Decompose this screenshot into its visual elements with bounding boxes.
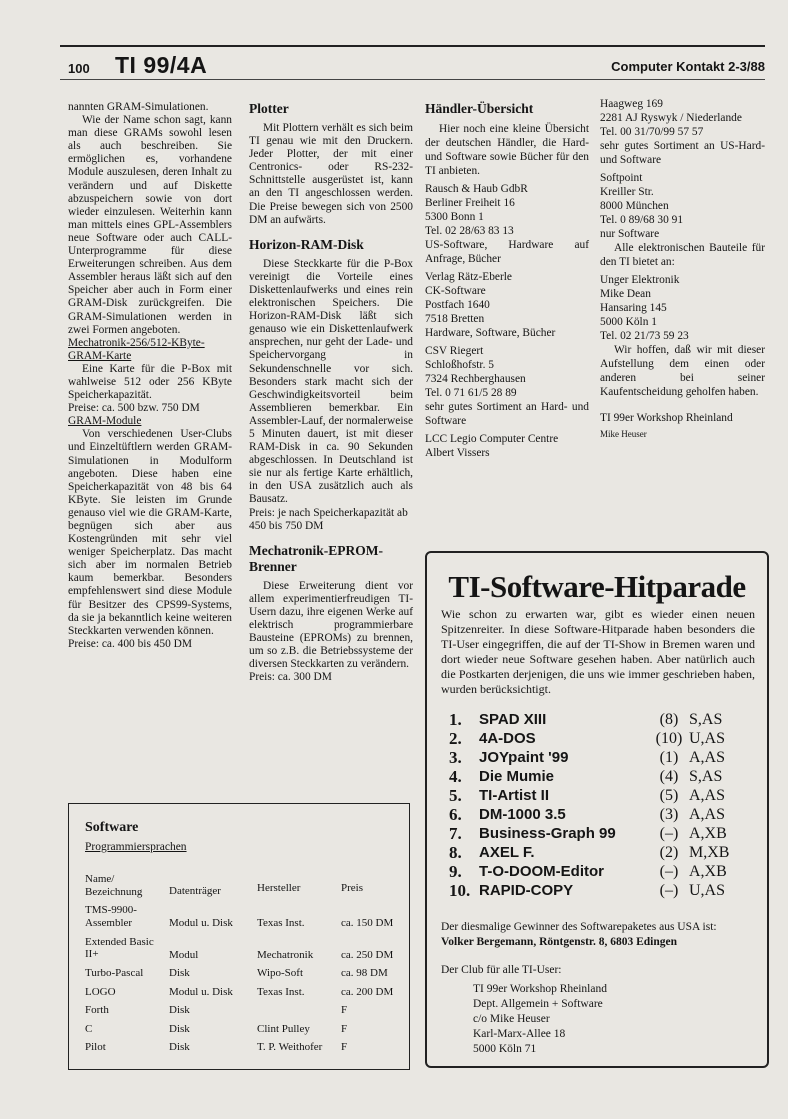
section-heading: Mechatronik-EPROM-Brenner	[249, 542, 383, 574]
rank-number: 5.	[449, 786, 462, 805]
price-line: Preise: ca. 400 bis 450 DM	[68, 637, 193, 650]
cell-vendor: Texas Inst.	[257, 917, 305, 929]
dealer-note: sehr gutes Sortiment an US-Hard- und Software	[600, 140, 765, 166]
cell-price: F	[341, 1041, 348, 1053]
program-code: A,AS	[689, 806, 726, 823]
cell-medium: Disk	[169, 967, 190, 979]
cell-price: F	[341, 1022, 348, 1035]
address-line: Tel. 0 71 61/5 28 89	[425, 387, 517, 399]
price-line: Preise: ca. 500 bzw. 750 DM	[68, 402, 200, 415]
magazine-title: TI 99/4A	[115, 52, 208, 78]
column-4	[600, 97, 765, 441]
list-item	[449, 881, 749, 900]
program-name: RAPID-COPY	[479, 882, 574, 899]
club-text: Der Club für alle TI-User:	[441, 964, 562, 976]
rank-number: 9.	[449, 862, 462, 881]
page-number: 100	[68, 61, 90, 76]
subheading: Mechatronik-256/512-KByte-GRAM-Karte	[68, 336, 205, 362]
list-item	[449, 767, 749, 786]
address-line: Tel. 00 31/70/99 57 57	[600, 126, 704, 138]
column-header: Preis	[341, 882, 363, 894]
dealer-address	[600, 171, 765, 227]
dealer-address	[425, 344, 589, 400]
cell-medium: Disk	[169, 1022, 190, 1035]
list-item	[449, 862, 749, 881]
previous-rank: (2)	[659, 844, 679, 861]
previous-rank: (1)	[659, 749, 679, 766]
cell-name: Extended Basic II+	[85, 935, 154, 960]
price-line: Preis: ca. 300 DM	[249, 671, 332, 684]
cell-price: ca. 98 DM	[341, 967, 388, 979]
paragraph: Alle elektronischen Bauteile für den TI bietet an:	[600, 242, 765, 268]
address-line: 7324 Rechberghausen	[425, 373, 526, 385]
program-code: M,XB	[689, 844, 730, 861]
cell-medium: Modul	[169, 948, 199, 961]
section-heading: Plotter	[249, 101, 289, 116]
program-name: 4A-DOS	[479, 730, 536, 747]
address-line: CSV Riegert	[425, 345, 484, 357]
program-code: U,AS	[689, 882, 726, 899]
cell-price: F	[341, 1004, 348, 1016]
winner-name: Volker Bergemann, Röntgenstr. 8, 6803 Edingen	[441, 936, 677, 948]
winner-text: Der diesmalige Gewinner des Softwarepaketes aus USA ist:	[441, 921, 717, 933]
address-line: 5300 Bonn 1	[425, 211, 484, 223]
list-item	[449, 805, 749, 824]
previous-rank: (4)	[659, 768, 679, 785]
cell-name: Turbo-Pascal	[85, 967, 144, 979]
program-name: SPAD XIII	[479, 711, 547, 728]
cell-vendor: T. P. Weithofer	[257, 1041, 323, 1053]
previous-rank: (8)	[659, 711, 679, 728]
list-item	[449, 824, 749, 843]
previous-rank: (5)	[659, 787, 679, 804]
cell-price: ca. 250 DM	[341, 948, 394, 961]
paragraph: Von verschiedenen User-Clubs und Einzeltüftlern werden GRAM-Simulationen in Modulform angeboten. Diese haben eine Speicherkapazität von 48 bis 64 KByte. Sie leisten im Grunde genauso viel wie die GRAM-Karte, begnügen sich aber aus Kostengründen mit sehr viel weniger Speicherplatz. Das macht sich aber im normalen Betrieb kaum bemerkbar. Besonders empfehlenswert sind diese Module für Besitzer des CPS99-Systems, da sie ja bekanntlich keine weiteren Steckkarten verwenden können.	[68, 428, 232, 637]
cell-name: LOGO	[85, 985, 116, 998]
table-header	[85, 870, 395, 901]
table-row	[85, 933, 395, 965]
dealer-address	[425, 270, 589, 326]
rank-number: 10.	[449, 881, 471, 900]
address-line: c/o Mike Heuser	[473, 1013, 550, 1025]
program-code: A,XB	[689, 825, 727, 842]
column-header: Name/ Bezeichnung	[85, 873, 143, 898]
dealer-note: US-Software, Hardware auf Anfrage, Bücher	[425, 239, 589, 265]
program-code: S,AS	[689, 711, 723, 728]
dealer-address	[425, 182, 589, 238]
paragraph: Wir hoffen, daß wir mit dieser Aufstellung dem einen oder anderen bei seiner Kaufentscheidung geholfen haben.	[600, 344, 765, 398]
address-line: LCC Legio Computer Centre	[425, 433, 559, 445]
previous-rank: (–)	[659, 882, 679, 899]
program-name: T-O-DOOM-Editor	[479, 863, 604, 880]
program-code: S,AS	[689, 768, 723, 785]
address-line: Mike Dean	[600, 288, 651, 300]
dealer-address	[425, 432, 589, 460]
club-address	[473, 982, 607, 1057]
paragraph: Eine Karte für die P-Box mit wahlweise 512 oder 256 KByte Speicherkapazität.	[68, 362, 232, 402]
address-line: 8000 München	[600, 200, 669, 212]
cell-medium: Disk	[169, 1004, 190, 1016]
address-line: Postfach 1640	[425, 299, 490, 311]
address-line: Rausch & Haub GdbR	[425, 183, 528, 195]
address-line: Berliner Freiheit 16	[425, 197, 515, 209]
list-item	[449, 748, 749, 767]
address-line: Dept. Allgemein + Software	[473, 998, 603, 1010]
software-box	[68, 803, 410, 1070]
price-line: Preis: je nach Speicherkapazität ab 450 bis 750 DM	[249, 506, 408, 532]
subheading: GRAM-Module	[68, 415, 142, 428]
cell-vendor: Clint Pulley	[257, 1022, 310, 1035]
software-box-subtitle: Programmiersprachen	[85, 841, 187, 853]
cell-name: C	[85, 1022, 93, 1035]
cell-medium: Disk	[169, 1041, 190, 1053]
rank-number: 7.	[449, 824, 462, 843]
paragraph: Diese Steckkarte für die P-Box vereinigt die Vorteile eines Diskettenlaufwerks und eines rein elektronischen Speichers. Die Horizon-RAM-Disk läßt sich genauso wie ein Diskettenlaufwerk ansprechen, nur geht der Lade- und Speichervorgang in Sekundenschnelle vor sich. Besonders stark macht sich der Geschwindigkeitsvorteil beim Assemblieren bemerkbar. Ein Assembler-Lauf, der normalerweise 5 Minuten dauert, ist mit dieser RAM-Disk in ca. 90 Sekunden abgeschlossen. In Deutschland ist sie nur als fertige Karte erhältlich, in den USA zusätzlich auch als Bausatz.	[249, 257, 413, 506]
hitparade-intro: Wie schon zu erwarten war, gibt es wieder einen neuen Spitzenreiter. In diese Software-Hitparade haben besonders die TI-User eingegriffen, die auf der TI-Show in Bremen waren und dort wieder neue Software gesehen haben. Aber natürlich auch die Postkarten derjenigen, die uns wie immer geschrieben haben, wurden berücksichtigt.	[441, 607, 755, 696]
address-line: Schloßhofstr. 5	[425, 359, 494, 371]
column-3	[425, 101, 589, 460]
address-line: Haagweg 169	[600, 98, 663, 110]
program-code: A,XB	[689, 863, 727, 880]
list-item	[449, 710, 749, 729]
cell-vendor: Mechatronik	[257, 948, 314, 961]
dealer-address	[600, 97, 765, 139]
program-name: Die Mumie	[479, 768, 555, 785]
table-row	[85, 1001, 395, 1020]
program-name: TI-Artist II	[479, 787, 549, 804]
cell-medium: Modul u. Disk	[169, 985, 233, 998]
dealer-note: sehr gutes Sortiment an Hard- und Software	[425, 401, 589, 427]
paragraph: Diese Erweiterung dient vor allem experimentierfreudigen TI-Usern dazu, ihre eigenen Werke auf elektrisch programmierbare Bausteine (EPROMs) zu brennen, um so z.B. die Betriebssysteme der diversen Steckkarten zu verändern.	[249, 579, 413, 671]
address-line: Tel. 02 21/73 59 23	[600, 330, 689, 342]
table-row	[85, 1038, 395, 1057]
cell-medium: Modul u. Disk	[169, 917, 233, 929]
table-row	[85, 964, 395, 983]
address-line: 5000 Köln 71	[473, 1043, 537, 1055]
address-line: Kreiller Str.	[600, 186, 654, 198]
paragraph: Wie der Name schon sagt, kann man diese GRAMs sowohl lesen als auch beschreiben. Sie ermöglichen es, vorhandene Module auszulesen, deren Inhalt zu verändern und auf Diskette abzuspeichern sowie von dort wieder einzulesen. Weiterhin kann man mittels eines GPL-Assemblers neue Software oder auch CALL-Unterprogramme für diese Erweiterungen schreiben. Aus dem Assembler heraus läßt sich auf den Speicher aber auch in Form einer GRAM-Disk zurückgreifen. Die GRAM-Simulationen werden in zwei Formen angeboten.	[68, 114, 232, 336]
table-row	[85, 983, 395, 1002]
paragraph: Mit Plottern verhält es sich beim TI genau wie mit den Druckern. Jeder Plotter, der mit einer Centronics- oder RS-232-Schnittstelle ausgerüstet ist, kann an den TI angeschlossen werden. Die Preise bewegen sich von 2500 DM an aufwärts.	[249, 122, 413, 226]
dealer-address	[600, 273, 765, 343]
dealer-note: nur Software	[600, 228, 660, 240]
rank-number: 6.	[449, 805, 462, 824]
column-2	[249, 101, 413, 684]
signature-author: Mike Heuser	[600, 429, 647, 439]
column-header: Hersteller	[257, 882, 301, 894]
cell-name: Pilot	[85, 1041, 106, 1053]
section-heading: Horizon-RAM-Disk	[249, 236, 364, 252]
dealer-note: Hardware, Software, Bücher	[425, 327, 556, 339]
address-line: Verlag Rätz-Eberle	[425, 271, 512, 283]
paragraph: Hier noch eine kleine Übersicht der deutschen Händler, die Hard- und Software sowie Bücher für den TI anbieten.	[425, 123, 589, 177]
address-line: Unger Elektronik	[600, 274, 680, 286]
cell-price: ca. 200 DM	[341, 985, 394, 998]
rank-number: 3.	[449, 748, 462, 767]
column-header: Datenträger	[169, 885, 221, 897]
previous-rank: (3)	[659, 806, 679, 823]
program-code: U,AS	[689, 730, 726, 747]
hitparade-title: TI-Software-Hitparade	[448, 569, 746, 604]
address-line: Karl-Marx-Allee 18	[473, 1028, 566, 1040]
signature-club: TI 99er Workshop Rheinland	[600, 412, 733, 424]
program-code: A,AS	[689, 749, 726, 766]
list-item	[449, 843, 749, 862]
paragraph: nannten GRAM-Simulationen.	[68, 101, 209, 113]
cell-name: TMS-9900-Assembler	[85, 904, 137, 929]
cell-vendor: Texas Inst.	[257, 985, 305, 998]
rank-number: 1.	[449, 710, 462, 729]
address-line: TI 99er Workshop Rheinland	[473, 983, 607, 995]
table-row	[85, 901, 395, 933]
program-code: A,AS	[689, 787, 726, 804]
hitparade-box	[425, 551, 769, 1068]
rank-number: 8.	[449, 843, 462, 862]
software-box-title: Software	[85, 820, 139, 835]
address-line: 5000 Köln 1	[600, 316, 657, 328]
previous-rank: (–)	[659, 825, 679, 842]
cell-price: ca. 150 DM	[341, 917, 394, 929]
address-line: Tel. 02 28/63 83 13	[425, 225, 514, 237]
address-line: 7518 Bretten	[425, 313, 485, 325]
program-name: Business-Graph 99	[479, 825, 616, 842]
list-item	[449, 729, 749, 748]
program-name: DM-1000 3.5	[479, 806, 566, 823]
page-header	[60, 45, 765, 80]
address-line: 2281 AJ Ryswyk / Niederlande	[600, 112, 742, 124]
program-name: JOYpaint '99	[479, 749, 569, 766]
address-line: CK-Software	[425, 285, 486, 297]
address-line: Hansaring 145	[600, 302, 667, 314]
address-line: Softpoint	[600, 172, 643, 184]
list-item	[449, 786, 749, 805]
cell-vendor	[257, 1001, 341, 1020]
previous-rank: (10)	[655, 730, 683, 747]
software-table	[85, 870, 395, 1057]
issue-label: Computer Kontakt 2-3/88	[611, 59, 765, 74]
section-heading: Händler-Übersicht	[425, 101, 534, 116]
address-line: Albert Vissers	[425, 447, 490, 459]
rank-number: 2.	[449, 729, 462, 748]
hitparade-ranking	[449, 710, 749, 900]
previous-rank: (–)	[659, 863, 679, 880]
table-row	[85, 1020, 395, 1039]
cell-name: Forth	[85, 1004, 109, 1016]
cell-vendor: Wipo-Soft	[257, 967, 303, 979]
column-1	[68, 101, 232, 651]
rank-number: 4.	[449, 767, 462, 786]
program-name: AXEL F.	[479, 844, 535, 861]
address-line: Tel. 0 89/68 30 91	[600, 214, 684, 226]
